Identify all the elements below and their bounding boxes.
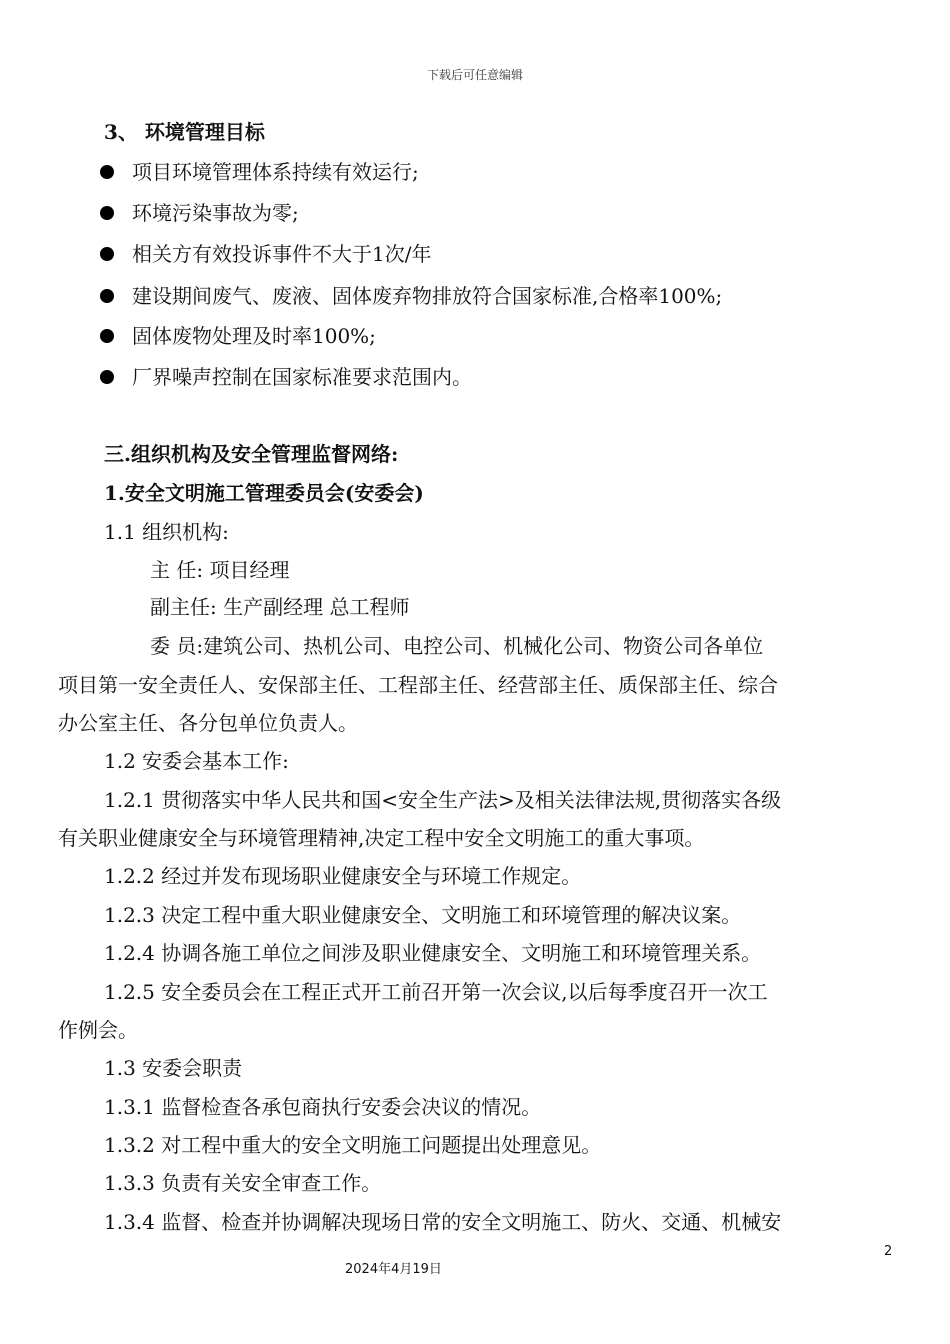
bullet-icon <box>100 247 114 261</box>
bullet-icon <box>100 370 114 384</box>
body-line: 1.3.1 监督检查各承包商执行安委会决议的情况。 <box>104 1095 542 1119</box>
body-line: 办公室主任、各分包单位负责人。 <box>58 711 358 735</box>
list-item <box>100 242 431 266</box>
body-line: 1.2.2 经过并发布现场职业健康安全与环境工作规定。 <box>104 864 582 888</box>
bullet-text: 环境污染事故为零; <box>132 201 299 225</box>
bullet-icon <box>100 206 114 220</box>
body-line: 1.2.3 决定工程中重大职业健康安全、文明施工和环境管理的解决议案。 <box>104 903 742 927</box>
body-line: 1.3 安委会职责 <box>104 1056 243 1080</box>
footer-date: 2024年4月19日 <box>345 1262 442 1277</box>
body-line: 1.3.4 监督、检查并协调解决现场日常的安全文明施工、防火、交通、机械安 <box>104 1210 782 1234</box>
body-line: 作例会。 <box>58 1018 138 1042</box>
bullet-text: 厂界噪声控制在国家标准要求范围内。 <box>132 365 472 389</box>
body-line: 1.2.1 贯彻落实中华人民共和国<安全生产法>及相关法律法规,贯彻落实各级 <box>104 788 782 812</box>
bullet-icon <box>100 289 114 303</box>
bullet-text: 相关方有效投诉事件不大于1次/年 <box>132 242 432 266</box>
bullet-text: 项目环境管理体系持续有效运行; <box>132 160 419 184</box>
list-item <box>100 160 419 184</box>
body-line: 1.3.2 对工程中重大的安全文明施工问题提出处理意见。 <box>104 1133 602 1157</box>
list-item <box>100 365 472 389</box>
bullet-text: 建设期间废气、废液、固体废弃物排放符合国家标准,合格率100%; <box>132 284 723 308</box>
bullet-icon <box>100 329 114 343</box>
list-item <box>100 284 722 308</box>
body-line: 1.2.5 安全委员会在工程正式开工前召开第一次会议,以后每季度召开一次工 <box>104 980 768 1004</box>
body-line: 委 员:建筑公司、热机公司、电控公司、机械化公司、物资公司各单位 <box>150 634 764 658</box>
list-item <box>100 324 376 348</box>
section3-title: 3、 环境管理目标 <box>104 120 265 144</box>
body-line: 1.2 安委会基本工作: <box>104 749 289 773</box>
body-line: 副主任: 生产副经理 总工程师 <box>150 595 410 619</box>
page-number: 2 <box>884 1244 893 1259</box>
body-line: 1.1 组织机构: <box>104 520 229 544</box>
list-item <box>100 201 299 225</box>
bullet-text: 固体废物处理及时率100%; <box>132 324 376 348</box>
body-line: 项目第一安全责任人、安保部主任、工程部主任、经营部主任、质保部主任、综合 <box>58 673 778 697</box>
body-line: 主 任: 项目经理 <box>150 558 290 582</box>
header-note: 下载后可任意编辑 <box>426 68 523 82</box>
bullet-icon <box>100 165 114 179</box>
chapter-title: 三.组织机构及安全管理监督网络: <box>104 442 399 466</box>
body-line: 有关职业健康安全与环境管理精神,决定工程中安全文明施工的重大事项。 <box>58 826 705 850</box>
committee-title: 1.安全文明施工管理委员会(安委会) <box>104 481 424 505</box>
body-line: 1.2.4 协调各施工单位之间涉及职业健康安全、文明施工和环境管理关系。 <box>104 941 762 965</box>
body-line: 1.3.3 负责有关安全审查工作。 <box>104 1171 382 1195</box>
